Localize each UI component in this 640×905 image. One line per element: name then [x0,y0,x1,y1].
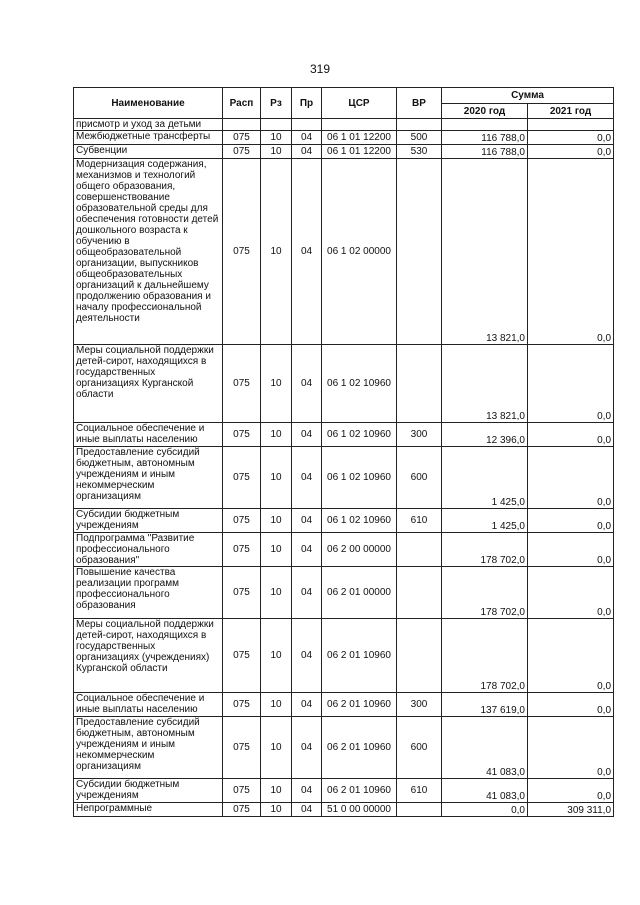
cell-rz: 10 [261,345,292,423]
cell-vr: 300 [397,693,442,717]
cell-sum-2020: 178 702,0 [442,619,528,693]
table-row [74,131,614,145]
header-pr: Пр [292,88,322,119]
cell-rz: 10 [261,423,292,447]
table-row [74,803,614,817]
table-row [74,619,614,693]
header-year-2020: 2020 год [442,104,528,119]
cell-vr: 530 [397,145,442,159]
cell-rasp: 075 [223,131,261,145]
cell-vr [397,159,442,345]
cell-name: Социальное обеспечение и иные выплаты населению [74,693,223,717]
cell-csr: 06 1 02 10960 [322,423,397,447]
cell-name: присмотр и уход за детьми [74,119,223,131]
cell-csr: 06 2 01 10960 [322,693,397,717]
cell-vr [397,533,442,567]
cell-name: Социальное обеспечение и иные выплаты населению [74,423,223,447]
cell-name: Субвенции [74,145,223,159]
table-row [74,509,614,533]
cell-name: Субсидии бюджетным учреждениям [74,779,223,803]
table-row [74,693,614,717]
cell-name: Меры социальной поддержки детей-сирот, находящихся в государственных организациях (учреждениях) Курганской области [74,619,223,693]
cell-sum-2021: 0,0 [528,509,614,533]
table-row [74,423,614,447]
cell-sum-2020: 116 788,0 [442,145,528,159]
cell-name: Подпрограмма "Развитие профессионального образования" [74,533,223,567]
page-number: 319 [309,62,331,76]
cell-sum-2020: 116 788,0 [442,131,528,145]
header-rz: Рз [261,88,292,119]
cell-rz: 10 [261,533,292,567]
cell-sum-2021: 0,0 [528,533,614,567]
cell-sum-2021: 0,0 [528,717,614,779]
cell-rasp: 075 [223,567,261,619]
cell-sum-2020: 1 425,0 [442,447,528,509]
cell-sum-2021: 309 311,0 [528,803,614,817]
cell-name: Предоставление субсидий бюджетным, автономным учреждениям и иным некоммерческим организациям [74,717,223,779]
cell-pr: 04 [292,447,322,509]
cell-name: Субсидии бюджетным учреждениям [74,509,223,533]
cell-pr: 04 [292,131,322,145]
cell-name: Непрограммные [74,803,223,817]
cell-csr: 06 1 02 10960 [322,509,397,533]
cell-sum-2020 [442,119,528,131]
cell-csr: 06 1 01 12200 [322,145,397,159]
cell-csr: 06 1 02 10960 [322,447,397,509]
cell-csr [322,119,397,131]
cell-sum-2021 [528,119,614,131]
cell-rasp: 075 [223,533,261,567]
cell-rz: 10 [261,145,292,159]
cell-pr: 04 [292,693,322,717]
cell-rasp: 075 [223,619,261,693]
cell-sum-2020: 137 619,0 [442,693,528,717]
cell-pr [292,119,322,131]
cell-name: Повышение качества реализации программ профессионального образования [74,567,223,619]
cell-sum-2020: 178 702,0 [442,533,528,567]
cell-rasp: 075 [223,779,261,803]
cell-sum-2021: 0,0 [528,159,614,345]
cell-sum-2021: 0,0 [528,779,614,803]
cell-vr [397,567,442,619]
header-rasp: Расп [223,88,261,119]
cell-rasp: 075 [223,803,261,817]
cell-sum-2021: 0,0 [528,345,614,423]
header-vr: ВР [397,88,442,119]
cell-pr: 04 [292,779,322,803]
cell-vr: 500 [397,131,442,145]
cell-csr: 06 2 01 10960 [322,779,397,803]
header-sum: Сумма [442,88,614,104]
cell-csr: 06 2 01 10960 [322,717,397,779]
cell-rz: 10 [261,619,292,693]
budget-table [73,87,614,817]
header-csr: ЦСР [322,88,397,119]
cell-rz: 10 [261,447,292,509]
cell-csr: 06 1 01 12200 [322,131,397,145]
cell-rasp: 075 [223,159,261,345]
table-row [74,159,614,345]
cell-csr: 06 2 01 00000 [322,567,397,619]
cell-pr: 04 [292,145,322,159]
cell-pr: 04 [292,423,322,447]
cell-pr: 04 [292,717,322,779]
cell-vr: 300 [397,423,442,447]
table-row [74,567,614,619]
cell-sum-2021: 0,0 [528,693,614,717]
cell-csr: 06 1 02 10960 [322,345,397,423]
cell-csr: 06 2 01 10960 [322,619,397,693]
cell-vr [397,619,442,693]
cell-sum-2020: 13 821,0 [442,159,528,345]
cell-rz: 10 [261,159,292,345]
header-name: Наименование [74,88,223,119]
cell-sum-2021: 0,0 [528,619,614,693]
cell-pr: 04 [292,803,322,817]
cell-pr: 04 [292,533,322,567]
cell-rz: 10 [261,803,292,817]
cell-sum-2020: 41 083,0 [442,717,528,779]
table-body [74,119,614,817]
cell-rasp: 075 [223,509,261,533]
cell-sum-2021: 0,0 [528,145,614,159]
header-year-2021: 2021 год [528,104,614,119]
cell-sum-2021: 0,0 [528,423,614,447]
cell-pr: 04 [292,619,322,693]
cell-vr: 600 [397,447,442,509]
cell-pr: 04 [292,567,322,619]
cell-vr [397,119,442,131]
table-row [74,345,614,423]
cell-rz: 10 [261,717,292,779]
table-row [74,447,614,509]
cell-rasp: 075 [223,423,261,447]
table-row [74,145,614,159]
cell-rz: 10 [261,779,292,803]
cell-sum-2020: 13 821,0 [442,345,528,423]
cell-csr: 06 1 02 00000 [322,159,397,345]
cell-name: Предоставление субсидий бюджетным, автономным учреждениям и иным некоммерческим организациям [74,447,223,509]
cell-csr: 51 0 00 00000 [322,803,397,817]
cell-rasp: 075 [223,717,261,779]
cell-vr [397,803,442,817]
cell-sum-2020: 12 396,0 [442,423,528,447]
cell-rasp: 075 [223,145,261,159]
cell-rasp [223,119,261,131]
cell-pr: 04 [292,159,322,345]
cell-sum-2021: 0,0 [528,567,614,619]
cell-rz: 10 [261,509,292,533]
cell-rz: 10 [261,131,292,145]
cell-rasp: 075 [223,693,261,717]
cell-rasp: 075 [223,345,261,423]
cell-sum-2020: 0,0 [442,803,528,817]
table-row [74,533,614,567]
table-row [74,119,614,131]
cell-vr [397,345,442,423]
cell-csr: 06 2 00 00000 [322,533,397,567]
cell-pr: 04 [292,509,322,533]
table-row [74,717,614,779]
cell-name: Межбюджетные трансферты [74,131,223,145]
cell-rz: 10 [261,693,292,717]
cell-pr: 04 [292,345,322,423]
cell-rasp: 075 [223,447,261,509]
cell-sum-2020: 178 702,0 [442,567,528,619]
cell-sum-2021: 0,0 [528,447,614,509]
cell-vr: 610 [397,779,442,803]
cell-name: Модернизация содержания, механизмов и технологий общего образования, совершенствование образовательной среды для обеспечения готовности детей дошкольного возраста к обучению в общеобразовательной организации, выпускников общеобразовательных организаций к дальнейшему продолжению образования и началу профессиональной деятельности [74,159,223,345]
cell-vr: 610 [397,509,442,533]
cell-name: Меры социальной поддержки детей-сирот, находящихся в государственных организациях Курганской области [74,345,223,423]
cell-rz: 10 [261,567,292,619]
cell-vr: 600 [397,717,442,779]
cell-sum-2020: 41 083,0 [442,779,528,803]
table-row [74,779,614,803]
cell-rz [261,119,292,131]
cell-sum-2020: 1 425,0 [442,509,528,533]
cell-sum-2021: 0,0 [528,131,614,145]
